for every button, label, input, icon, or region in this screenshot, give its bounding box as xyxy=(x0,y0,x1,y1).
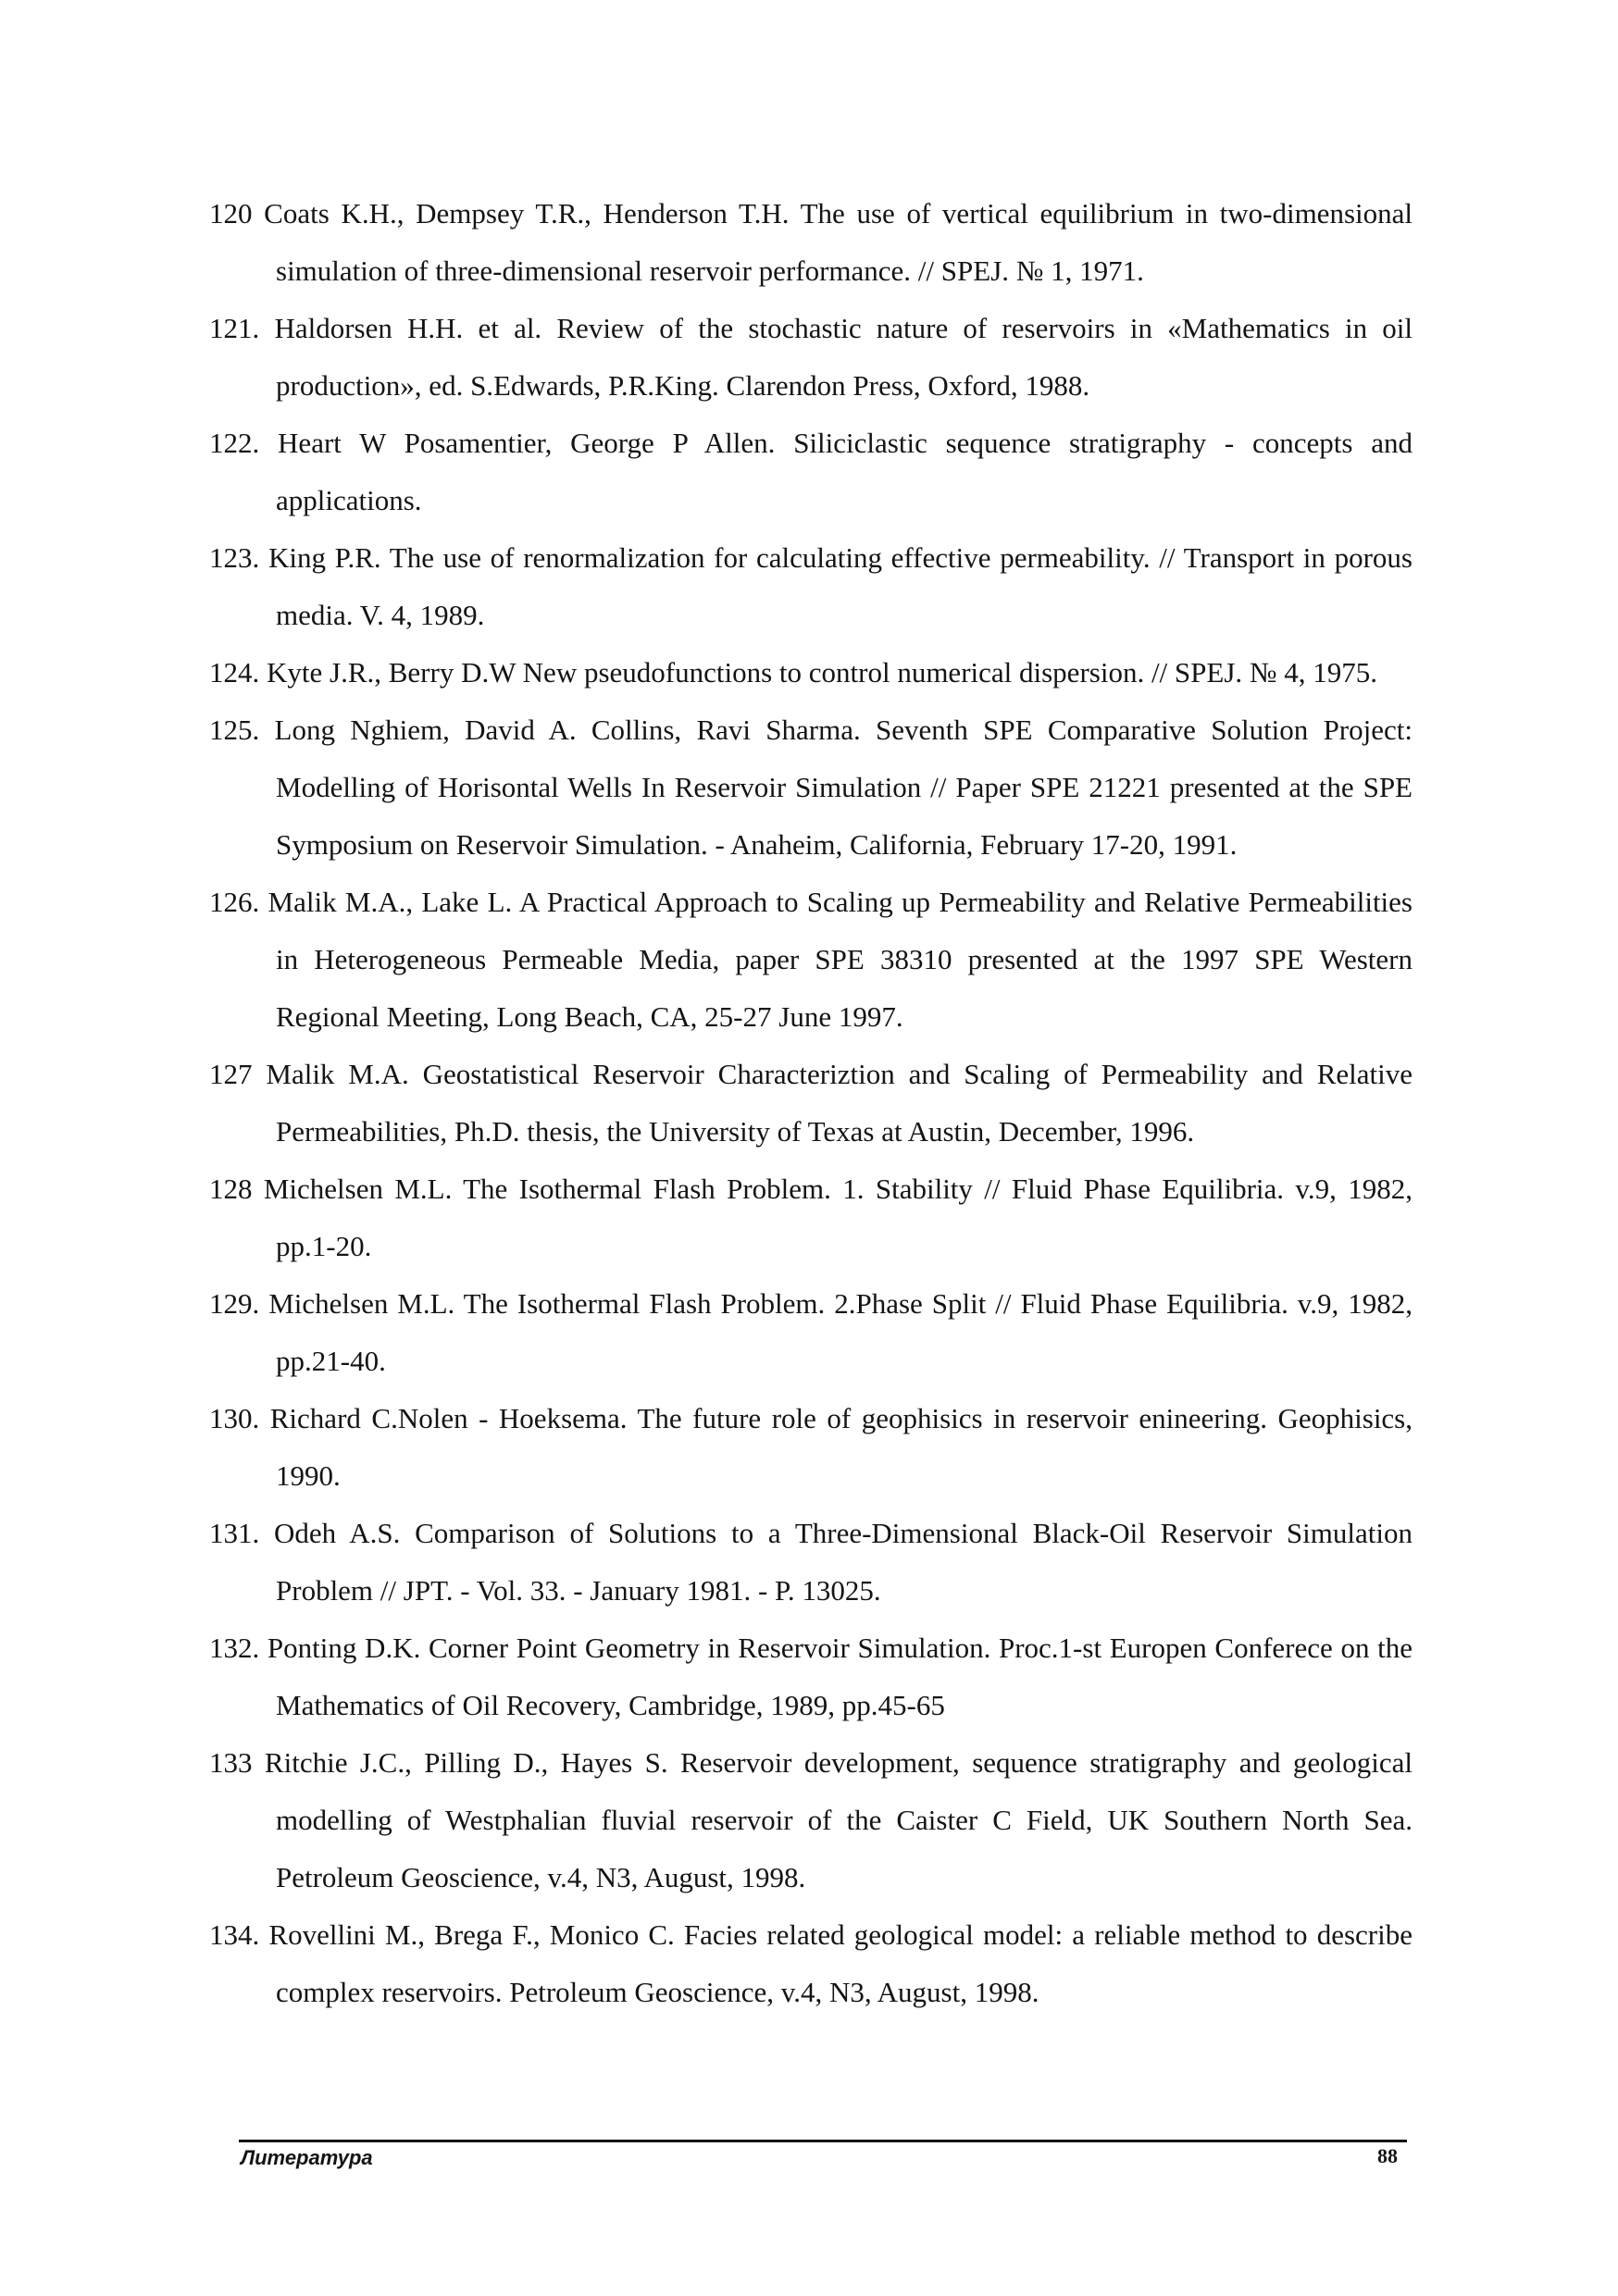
reference-list xyxy=(209,185,1413,2021)
reference-item: 128 Michelsen M.L. The Isothermal Flash Problem. 1. Stability // Fluid Phase Equilibria. v.9, 1982, pp.1-20. xyxy=(209,1173,1413,1262)
footer-divider xyxy=(239,2140,1407,2142)
footer-section-label: Литература xyxy=(241,2146,373,2169)
reference-item: 123. King P.R. The use of renormalization for calculating effective permeability. // Transport in porous media. V. 4, 1989. xyxy=(209,541,1413,631)
reference-item: 127 Malik M.A. Geostatistical Reservoir Characteriztion and Scaling of Permeability and Relative Permeabilities, Ph.D. thesis, the University of Texas at Austin, December, 1996. xyxy=(209,1058,1413,1148)
reference-item: 132. Ponting D.K. Corner Point Geometry in Reservoir Simulation. Proc.1-st Europen Conferece on the Mathematics of Oil Recovery, Cambridge, 1989, pp.45-65 xyxy=(209,1632,1413,1721)
reference-item: 122. Heart W Posamentier, George P Allen. Siliciclastic sequence stratigraphy - concepts and applications. xyxy=(209,427,1413,516)
page-number: 88 xyxy=(1377,2144,1398,2167)
reference-item: 120 Coats K.H., Dempsey T.R., Henderson T.H. The use of vertical equilibrium in two-dimensional simulation of three-dimensional reservoir performance. // SPEJ. № 1, 1971. xyxy=(209,197,1413,287)
reference-item: 131. Odeh A.S. Comparison of Solutions to a Three-Dimensional Black-Oil Reservoir Simulation Problem // JPT. - Vol. 33. - January 1981. - P. 13025. xyxy=(209,1517,1413,1607)
reference-item: 121. Haldorsen H.H. et al. Review of the stochastic nature of reservoirs in «Mathematics in oil production», ed. S.Edwards, P.R.King. Clarendon Press, Oxford, 1988. xyxy=(209,312,1413,402)
reference-item: 125. Long Nghiem, David A. Collins, Ravi Sharma. Seventh SPE Comparative Solution Project: Modelling of Horisontal Wells In Reservoir Simulation // Paper SPE 21221 presented at the SPE Symposium on Reservoir Simulation. - Anaheim, California, February 17-20, 1991. xyxy=(209,714,1413,861)
reference-item: 133 Ritchie J.C., Pilling D., Hayes S. Reservoir development, sequence stratigraphy and geological modelling of Westphalian fluvial reservoir of the Caister C Field, UK Southern North Sea. Petroleum Geoscience, v.4, N3, August, 1998. xyxy=(209,1746,1413,1893)
reference-item: 130. Richard C.Nolen - Hoeksema. The future role of geophisics in reservoir enineering. Geophisics, 1990. xyxy=(209,1402,1413,1492)
reference-item: 126. Malik M.A., Lake L. A Practical Approach to Scaling up Permeability and Relative Permeabilities in Heterogeneous Permeable Media, paper SPE 38310 presented at the 1997 SPE Western Regional Meeting, Long Beach, CA, 25-27 June 1997. xyxy=(209,886,1413,1033)
reference-item: 124. Kyte J.R., Berry D.W New pseudofunctions to control numerical dispersion. // SPEJ. № 4, 1975. xyxy=(209,656,1377,689)
reference-item: 134. Rovellini M., Brega F., Monico C. Facies related geological model: a reliable method to describe complex reservoirs. Petroleum Geoscience, v.4, N3, August, 1998. xyxy=(209,1918,1413,2008)
reference-item: 129. Michelsen M.L. The Isothermal Flash Problem. 2.Phase Split // Fluid Phase Equilibria. v.9, 1982, pp.21-40. xyxy=(209,1287,1413,1377)
